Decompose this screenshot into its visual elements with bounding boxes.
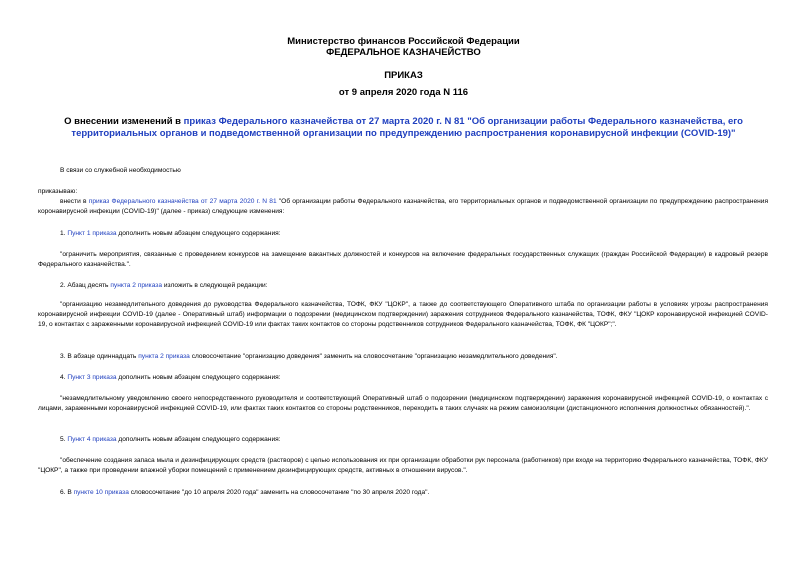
- item-4-text: дополнить новым абзацем следующего содержания:: [116, 374, 281, 381]
- title-prefix: О внесении изменений в: [64, 116, 184, 127]
- item-3: [38, 352, 768, 362]
- item-1: [38, 229, 768, 239]
- item-1-quote: "ограничить мероприятия, связанные с проведением конкурсов на замещение вакантных должностей и конкурсов на включение федеральных государственных служащих (граждан Российской Федерации) в кадровый резерв Федерального казначейства.".: [38, 251, 768, 268]
- item-1-text: дополнить новым абзацем следующего содержания:: [116, 230, 281, 237]
- amended-order-link[interactable]: приказ Федерального казначейства от 27 марта 2020 г. N 81: [88, 198, 277, 205]
- item-2: [38, 281, 768, 291]
- item-5-quote: "обеспечение создания запаса мыла и дезинфицирующих средств (растворов) с целью использования их при организации обработки рук персонала (работников) при входе на территорию Федерального казначейства, ТОФК, ФКУ "ЦОКР", а также при проведении влажной уборки помещений с применением дезинфицирующих средств, активных в отношении вирусов.".: [38, 457, 768, 474]
- item-6-start: 6. В: [60, 489, 74, 496]
- amendment-intro: [38, 197, 768, 217]
- intro-paragraph: В связи со служебной необходимостью: [60, 167, 181, 174]
- item-3-start: 3. В абзаце одиннадцать: [60, 353, 139, 360]
- item-2-start: 2. Абзац десять: [60, 282, 111, 289]
- order-word: приказываю:: [38, 188, 78, 195]
- item-2-quote: "организацию незамедлительного доведения до руководства Федерального казначейства, ТОФК, ФКУ "ЦОКР", а также до соответствующего Оперативного штаба по организации работы в условиях угрозы распространения коронавирусной инфекции COVID-19 (далее - Оперативный штаб) информации о подозрении (медицинском подтверждении) заражения сотрудников Федерального казначейства, ТОФК, ФКУ "ЦОКР коронавирусной инфекцией COVID-19, о контактах с зараженными коронавирусной инфекцией COVID-19 или фактах таких контактов со стороны родственников сотрудников Федерального казначейства, ТОФК, ФК "ЦОКР";".: [38, 301, 768, 328]
- item-2-link[interactable]: пункта 2 приказа: [110, 282, 162, 289]
- item-1-link[interactable]: Пункт 1 приказа: [67, 230, 117, 237]
- item-4-link[interactable]: Пункт 3 приказа: [67, 374, 117, 381]
- item-6: [38, 488, 768, 498]
- item-4-number: 4.: [60, 374, 68, 381]
- item-5-link[interactable]: Пункт 4 приказа: [67, 436, 117, 443]
- amendment-intro-rest: "Об организации работы Федерального казначейства, его территориальных органов и подведомственной организации по предупреждению распространения коронавирусной инфекции (COVID-19)" (далее - приказ) следующие изменения:: [38, 198, 769, 215]
- item-3-rest: словосочетание "организацию доведения" заменить на словосочетание "организацию незамедлительного доведения".: [189, 353, 558, 360]
- item-3-link[interactable]: пункта 2 приказа: [138, 353, 190, 360]
- amendment-intro-start: внести в: [60, 198, 89, 205]
- item-5: [38, 435, 768, 445]
- ministry-name: Министерство финансов Российской Федерации: [287, 36, 520, 47]
- document-title: [28, 116, 779, 140]
- agency-name: ФЕДЕРАЛЬНОЕ КАЗНАЧЕЙСТВО: [326, 47, 481, 58]
- item-6-rest: словосочетание "до 10 апреля 2020 года" заменить на словосочетание "по 30 апреля 2020 года".: [128, 489, 430, 496]
- document-date-number: от 9 апреля 2020 года N 116: [338, 87, 469, 98]
- item-6-link[interactable]: пункте 10 приказа: [73, 489, 129, 496]
- item-1-number: 1.: [60, 230, 68, 237]
- title-order-link[interactable]: приказ Федерального казначейства от 27 марта 2020 г. N 81 "Об организации работы Федерального казначейства, его территориальных органов и подведомственной организации по предупреждению распространения коронавирусной инфекции (COVID-19)": [71, 116, 743, 139]
- item-4-quote: "незамедлительному уведомлению своего непосредственного руководителя и соответствующий Оперативный штаб о подозрении (медицинском подтверждении) заражения коронавирусной инфекцией COVID-19, о контактах с лицами, зараженными коронавирусной инфекцией COVID-19, или фактах таких контактов со стороны родственников, переходить в таких случаях на режим самоизоляции (дистанционного исполнения должностных обязанностей).".: [38, 395, 768, 412]
- item-4: [38, 373, 768, 383]
- item-2-rest: изложить в следующей редакции:: [162, 282, 268, 289]
- item-5-text: дополнить новым абзацем следующего содержания:: [116, 436, 281, 443]
- document-type: ПРИКАЗ: [384, 70, 423, 81]
- item-5-number: 5.: [60, 436, 68, 443]
